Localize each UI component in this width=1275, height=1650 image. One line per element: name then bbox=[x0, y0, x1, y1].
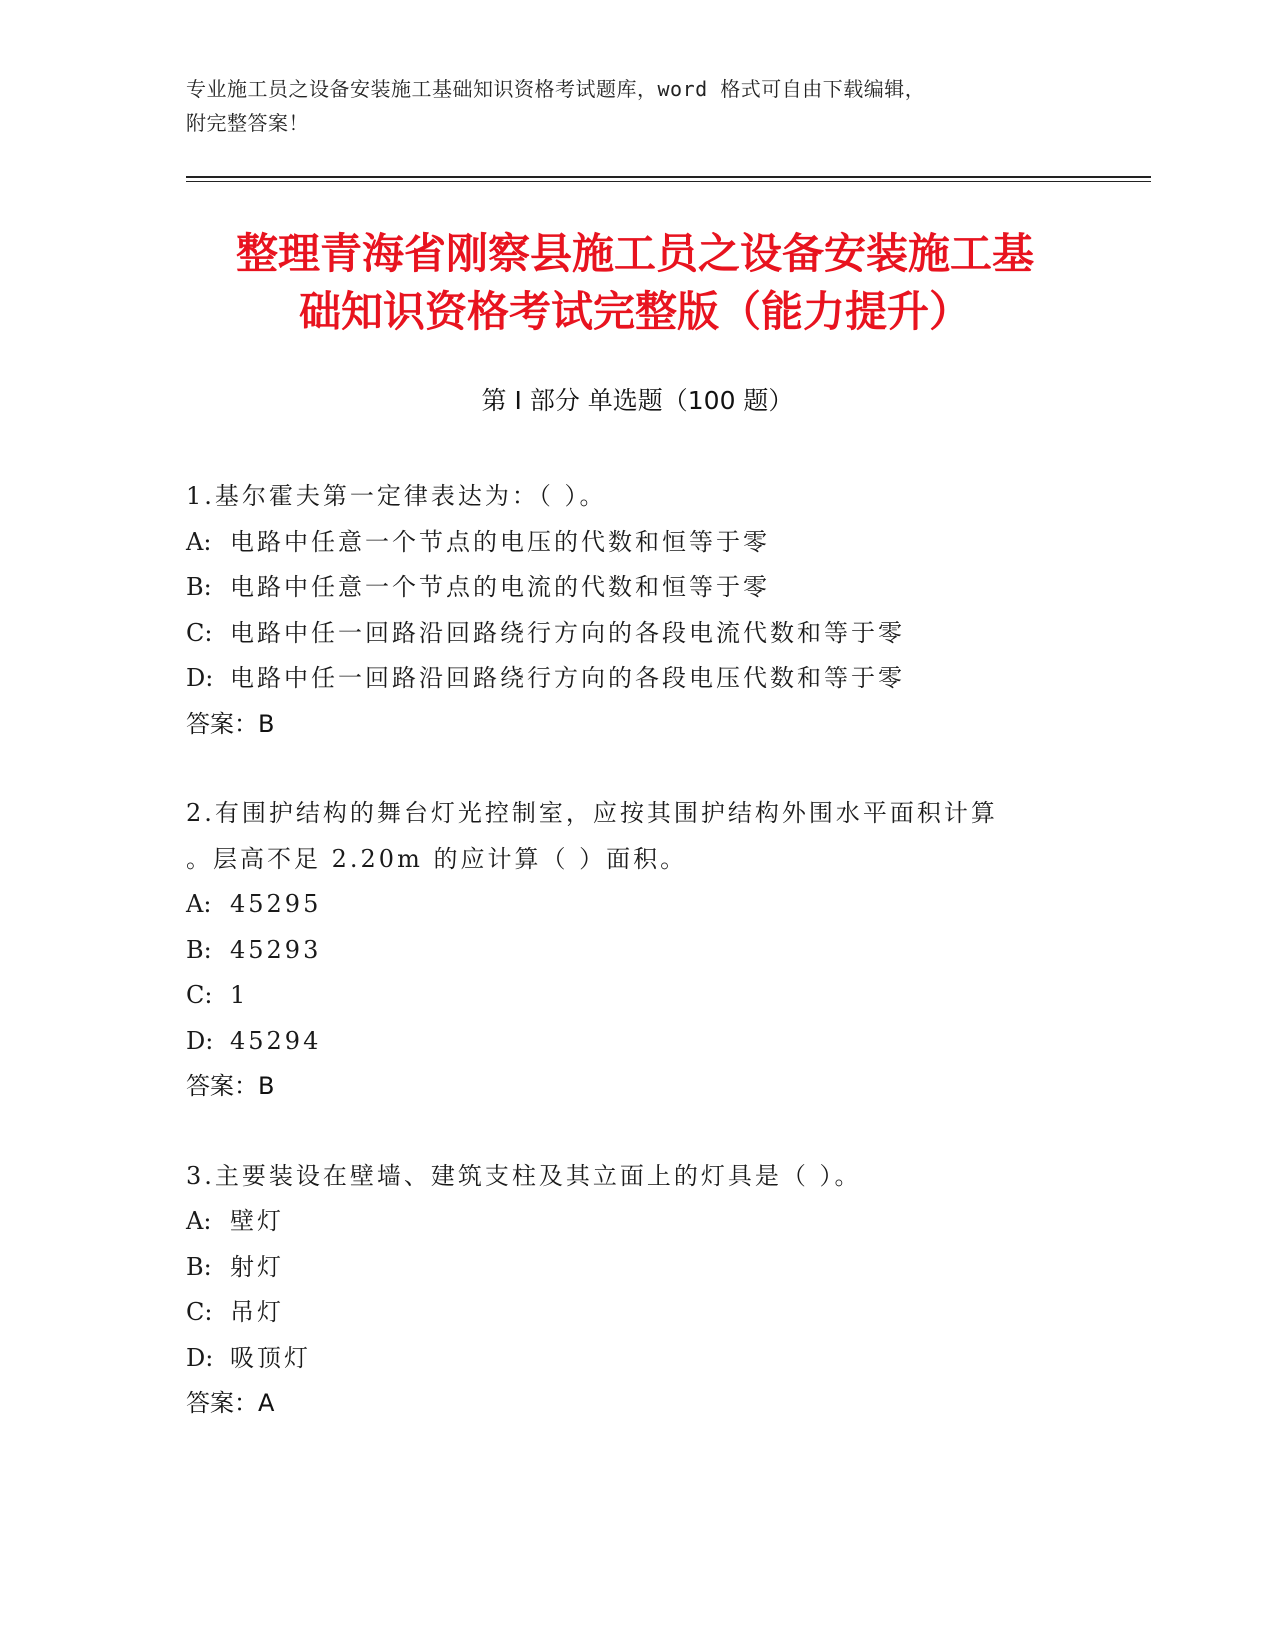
answer-line: 答案：B bbox=[186, 1072, 275, 1100]
option-text: 45295 bbox=[230, 890, 322, 918]
option-d bbox=[186, 656, 1086, 702]
option-text: 电路中任一回路沿回路绕行方向的各段电流代数和等于零 bbox=[230, 618, 905, 647]
option-text: 电路中任意一个节点的电压的代数和恒等于零 bbox=[230, 527, 770, 556]
option-c bbox=[186, 973, 1086, 1019]
option-letter: D: bbox=[186, 1343, 214, 1372]
question-stem-line1: 2.有围护结构的舞台灯光控制室，应按其围护结构外围水平面积计算 bbox=[186, 799, 998, 827]
option-d bbox=[186, 1336, 1086, 1382]
option-text: 射灯 bbox=[230, 1252, 284, 1281]
option-text: 电路中任意一个节点的电流的代数和恒等于零 bbox=[230, 573, 770, 601]
question-2 bbox=[186, 791, 1086, 1110]
option-c bbox=[186, 1290, 1086, 1336]
header-divider-thick bbox=[186, 176, 1151, 178]
option-letter: C: bbox=[186, 981, 213, 1009]
option-text: 1 bbox=[230, 981, 249, 1009]
header-note bbox=[186, 72, 1066, 140]
document-title-line2: 础知识资格考试完整版（能力提升） bbox=[298, 287, 971, 336]
header-divider-thin bbox=[186, 181, 1151, 182]
option-text: 壁灯 bbox=[230, 1207, 284, 1235]
option-a bbox=[186, 1199, 1086, 1245]
option-b bbox=[186, 565, 1086, 611]
question-list bbox=[186, 474, 1086, 1471]
option-a bbox=[186, 520, 1086, 566]
document-title-line1: 整理青海省刚察县施工员之设备安装施工基 bbox=[235, 229, 1034, 278]
answer-line: 答案：A bbox=[186, 1389, 275, 1417]
document-title bbox=[180, 225, 1090, 341]
header-note-line2: 附完整答案！ bbox=[186, 111, 309, 135]
option-d bbox=[186, 1019, 1086, 1065]
answer-line: 答案：B bbox=[186, 709, 275, 738]
option-letter: B: bbox=[186, 573, 212, 601]
option-b bbox=[186, 1245, 1086, 1291]
option-letter: B: bbox=[186, 935, 212, 964]
question-1 bbox=[186, 474, 1086, 747]
option-letter: A: bbox=[186, 527, 212, 556]
option-b bbox=[186, 928, 1086, 974]
option-letter: D: bbox=[186, 1026, 214, 1055]
question-stem-line2: 。层高不足 2.20m 的应计算（ ）面积。 bbox=[186, 844, 688, 873]
option-letter: C: bbox=[186, 618, 213, 647]
option-c bbox=[186, 611, 1086, 657]
question-3 bbox=[186, 1154, 1086, 1427]
option-letter: C: bbox=[186, 1298, 213, 1326]
option-text: 吸顶灯 bbox=[230, 1343, 311, 1372]
option-letter: B: bbox=[186, 1252, 212, 1281]
option-letter: A: bbox=[186, 1207, 212, 1235]
option-text: 电路中任一回路沿回路绕行方向的各段电压代数和等于零 bbox=[230, 664, 905, 692]
option-letter: A: bbox=[186, 890, 212, 918]
section-heading: 第 I 部分 单选题（100 题） bbox=[481, 386, 794, 415]
option-text: 吊灯 bbox=[230, 1298, 284, 1326]
question-stem: 3.主要装设在壁墙、建筑支柱及其立面上的灯具是（ ）。 bbox=[186, 1161, 862, 1190]
option-a bbox=[186, 882, 1086, 928]
option-text: 45293 bbox=[230, 935, 322, 964]
header-note-line1: 专业施工员之设备安装施工基础知识资格考试题库，word 格式可自由下载编辑， bbox=[186, 77, 926, 101]
question-stem: 1.基尔霍夫第一定律表达为：（ ）。 bbox=[186, 482, 607, 510]
option-letter: D: bbox=[186, 664, 214, 692]
option-text: 45294 bbox=[230, 1026, 322, 1055]
